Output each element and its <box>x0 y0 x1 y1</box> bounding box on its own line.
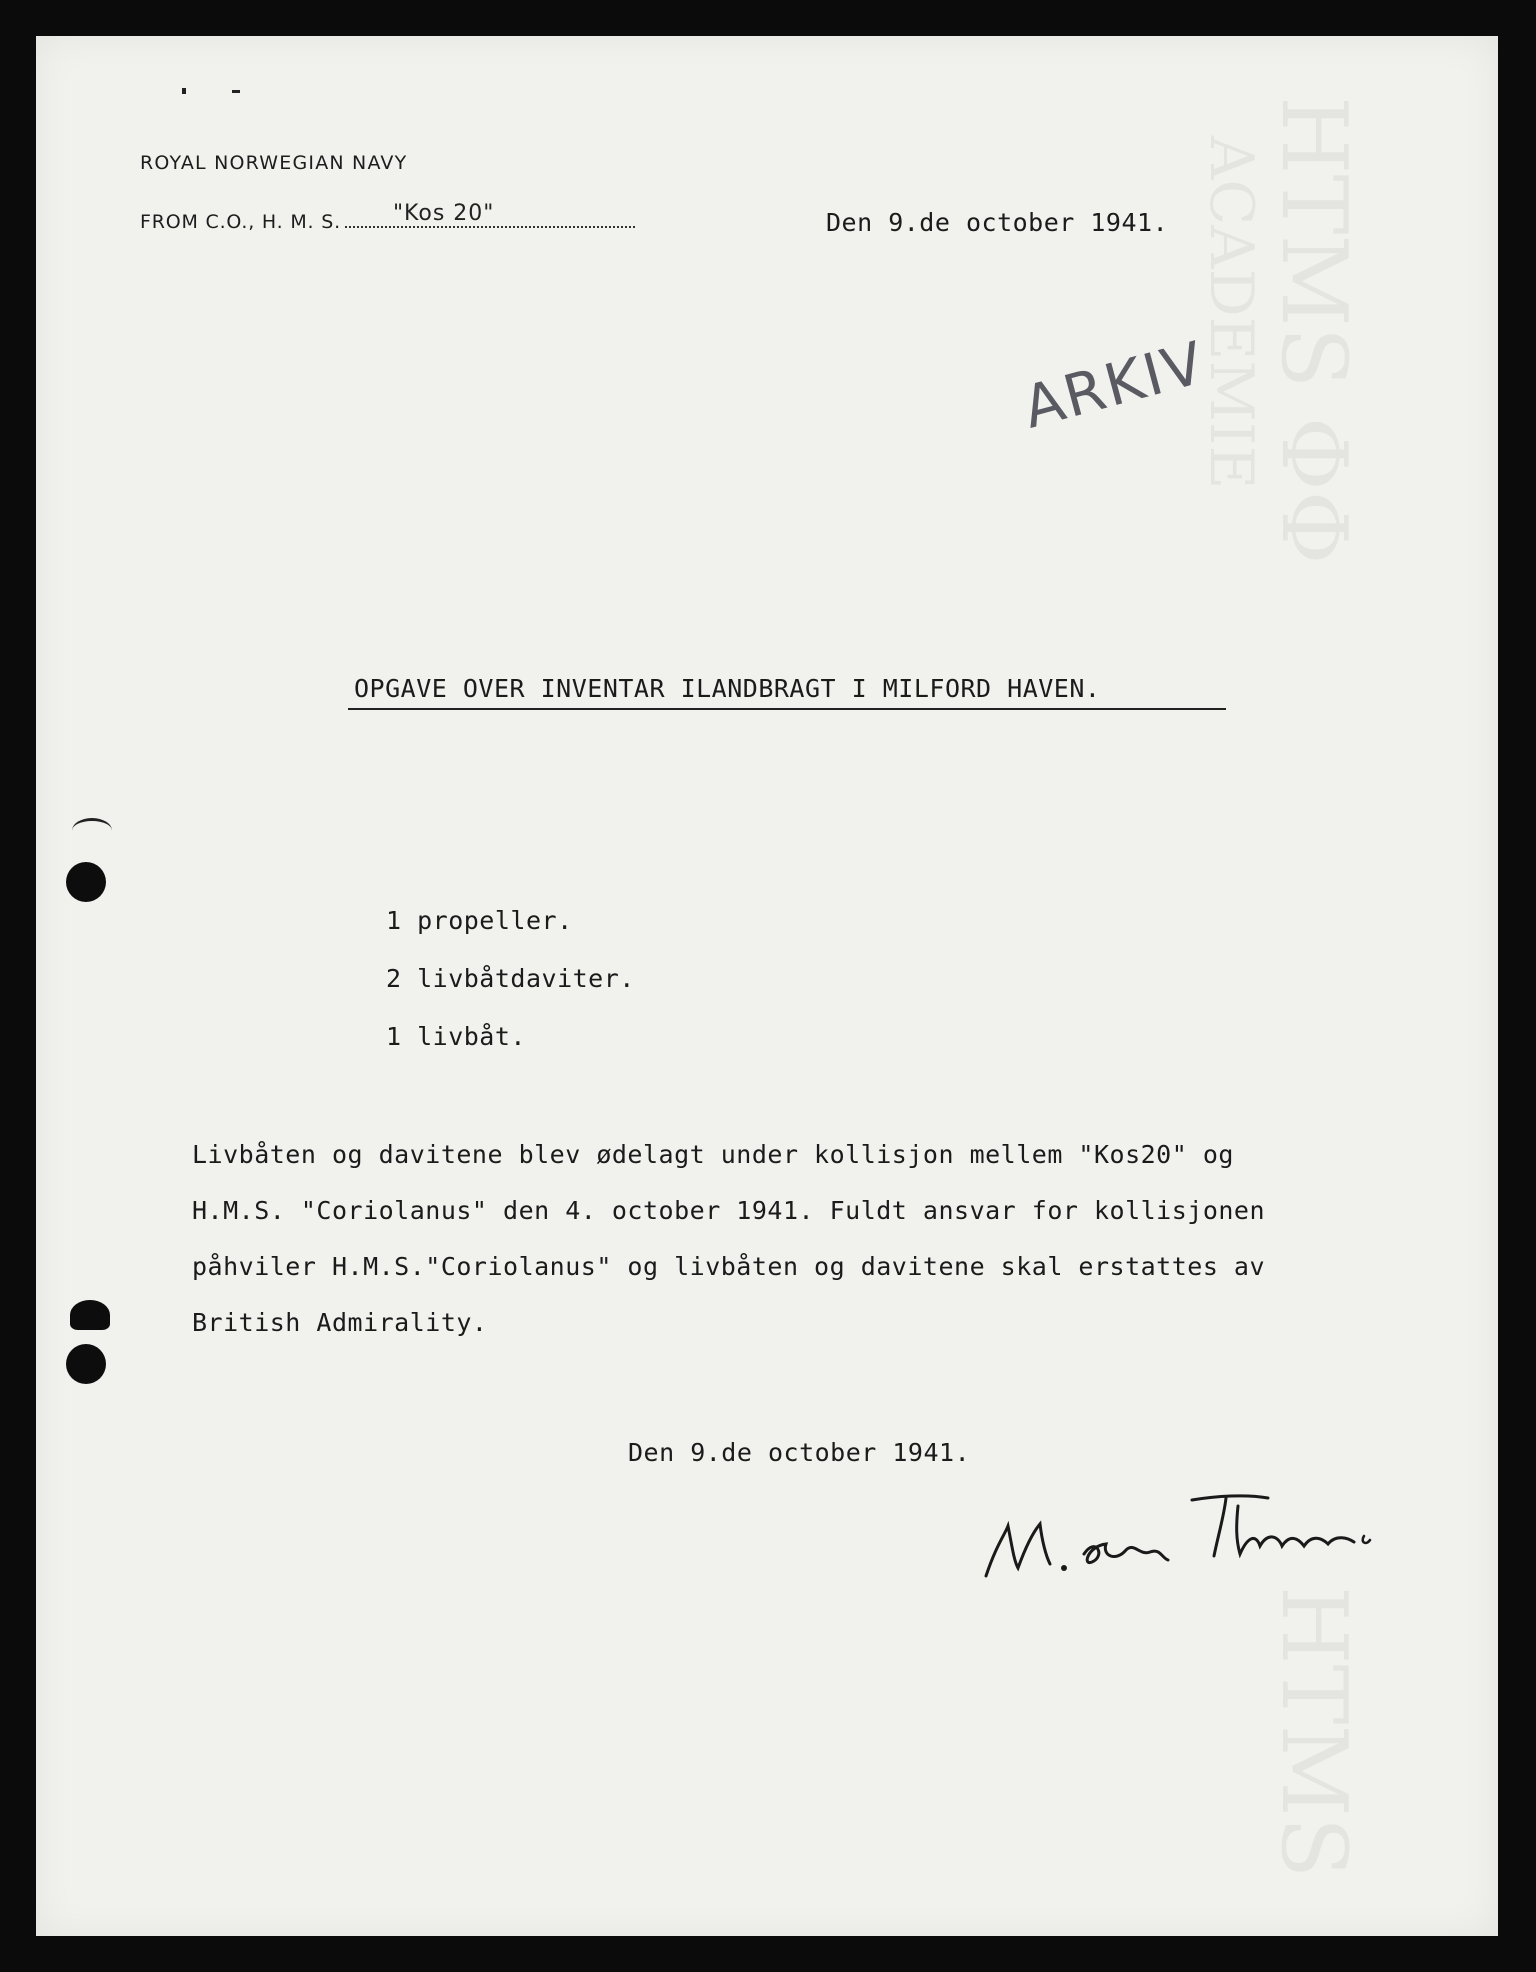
document-heading: OPGAVE OVER INVENTAR ILANDBRAGT I MILFORD HAVEN. <box>354 674 1101 703</box>
punch-hole <box>66 862 106 902</box>
date-top: Den 9.de october 1941. <box>826 208 1169 237</box>
paper-sheet <box>36 36 1498 1936</box>
heading-underline <box>348 708 1226 710</box>
bleed-through-text: HTMS <box>1261 1586 1366 1879</box>
body-line: British Admirality. <box>192 1308 488 1337</box>
list-item: 2 livbåtdaviter. <box>386 964 635 993</box>
handwritten-signature <box>956 1476 1416 1596</box>
ship-name-field <box>345 201 635 228</box>
speck <box>232 90 240 93</box>
arkiv-stamp: ARKIV <box>1016 328 1213 442</box>
punch-hole <box>70 1300 110 1330</box>
from-line <box>140 201 635 233</box>
punch-hole-rim <box>72 818 112 843</box>
body-line: påhviler H.M.S."Coriolanus" og livbåten og davitene skal erstattes av <box>192 1252 1266 1281</box>
body-line: H.M.S. "Coriolanus" den 4. october 1941. Fuldt ansvar for kollisjonen <box>192 1196 1266 1225</box>
date-bottom: Den 9.de october 1941. <box>628 1438 971 1467</box>
punch-hole <box>66 1344 106 1384</box>
speck <box>182 88 186 94</box>
from-label: FROM C.O., H. M. S. <box>140 211 341 233</box>
bleed-through-text: ACADEMIE <box>1196 136 1266 490</box>
navy-letterhead: ROYAL NORWEGIAN NAVY <box>140 152 408 174</box>
ship-name: "Kos 20" <box>392 201 495 226</box>
bleed-through-text: HTMS ΦΦ <box>1261 96 1366 565</box>
body-line: Livbåten og davitene blev ødelagt under kollisjon mellem "Kos20" og <box>192 1140 1234 1169</box>
list-item: 1 livbåt. <box>386 1022 526 1051</box>
list-item: 1 propeller. <box>386 906 573 935</box>
